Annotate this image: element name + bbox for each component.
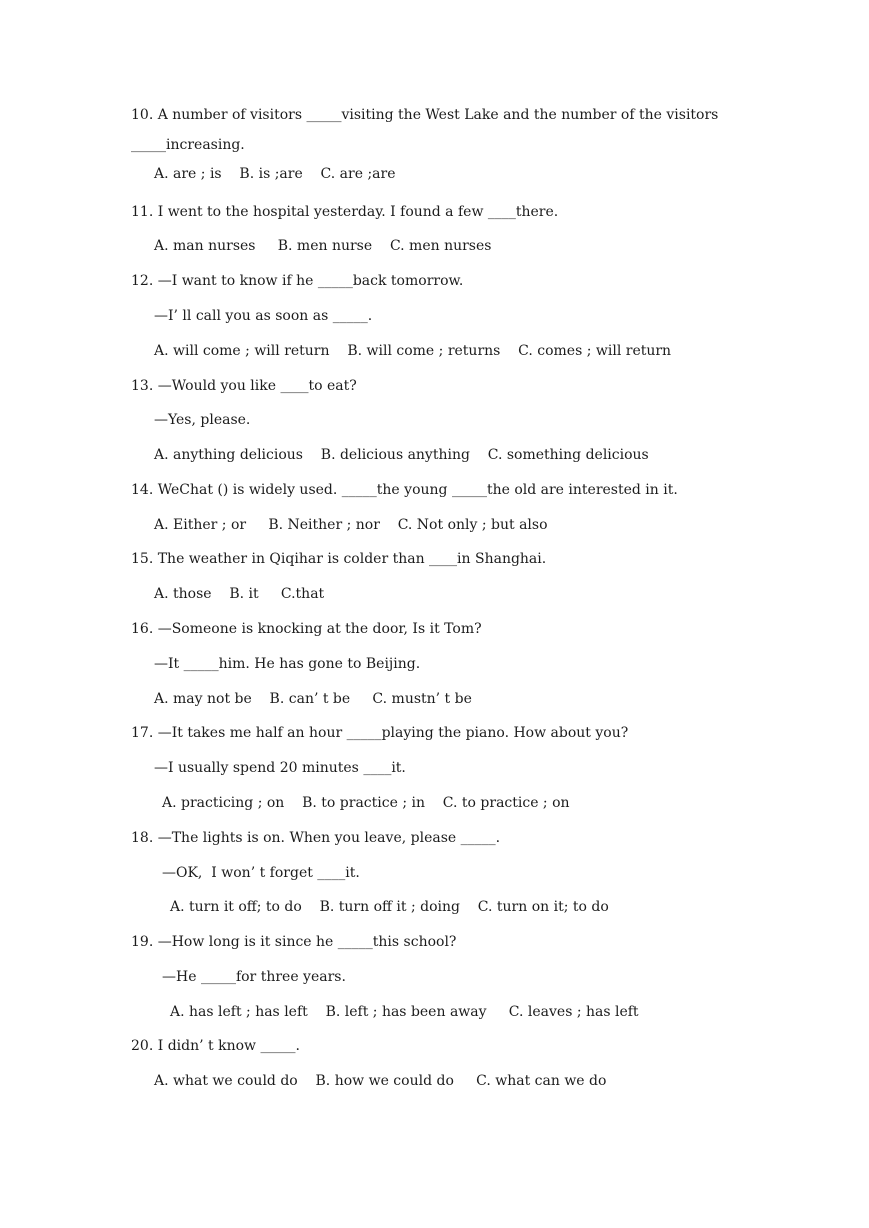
question-13-options: A. anything delicious B. delicious anything C. something delicious [154, 447, 649, 463]
question-10-text: 10. A number of visitors _____visiting the West Lake and the number of the visitors [131, 107, 719, 123]
question-12-reply: —I’ ll call you as soon as _____. [154, 308, 373, 324]
question-11-text: 11. I went to the hospital yesterday. I found a few ____there. [131, 204, 559, 220]
question-18-reply: —OK, I won’ t forget ____it. [162, 865, 360, 881]
question-18-options: A. turn it off; to do B. turn off it ; doing C. turn on it; to do [170, 899, 609, 915]
question-18-text: 18. —The lights is on. When you leave, please _____. [131, 830, 501, 846]
question-20-text: 20. I didn’ t know _____. [131, 1038, 300, 1054]
question-15-options: A. those B. it C.that [154, 586, 325, 602]
question-14-options: A. Either ; or B. Neither ; nor C. Not only ; but also [154, 517, 548, 533]
question-17-text: 17. —It takes me half an hour _____playing the piano. How about you? [131, 725, 629, 741]
question-19-options: A. has left ; has left B. left ; has been away C. leaves ; has left [170, 1004, 639, 1020]
question-20-options: A. what we could do B. how we could do C. what can we do [154, 1073, 607, 1089]
question-11-options: A. man nurses B. men nurse C. men nurses [154, 238, 492, 254]
question-19-text: 19. —How long is it since he _____this school? [131, 934, 457, 950]
question-12-options: A. will come ; will return B. will come ; returns C. comes ; will return [154, 343, 672, 359]
question-19-reply: —He _____for three years. [162, 969, 346, 985]
question-10-text-continued: _____increasing. [131, 137, 245, 153]
question-16-options: A. may not be B. can’ t be C. mustn’ t be [154, 691, 472, 707]
question-12-text: 12. —I want to know if he _____back tomorrow. [131, 273, 464, 289]
question-17-reply: —I usually spend 20 minutes ____it. [154, 760, 406, 776]
question-16-text: 16. —Someone is knocking at the door, Is it Tom? [131, 621, 482, 637]
question-13-reply: —Yes, please. [154, 412, 251, 428]
question-17-options: A. practicing ; on B. to practice ; in C. to practice ; on [162, 795, 570, 811]
question-15-text: 15. The weather in Qiqihar is colder than ____in Shanghai. [131, 551, 547, 567]
question-16-reply: —It _____him. He has gone to Beijing. [154, 656, 421, 672]
question-14-text: 14. WeChat () is widely used. _____the young _____the old are interested in it. [131, 482, 678, 498]
question-13-text: 13. —Would you like ____to eat? [131, 378, 357, 394]
question-10-options: A. are ; is B. is ;are C. are ;are [154, 166, 396, 182]
